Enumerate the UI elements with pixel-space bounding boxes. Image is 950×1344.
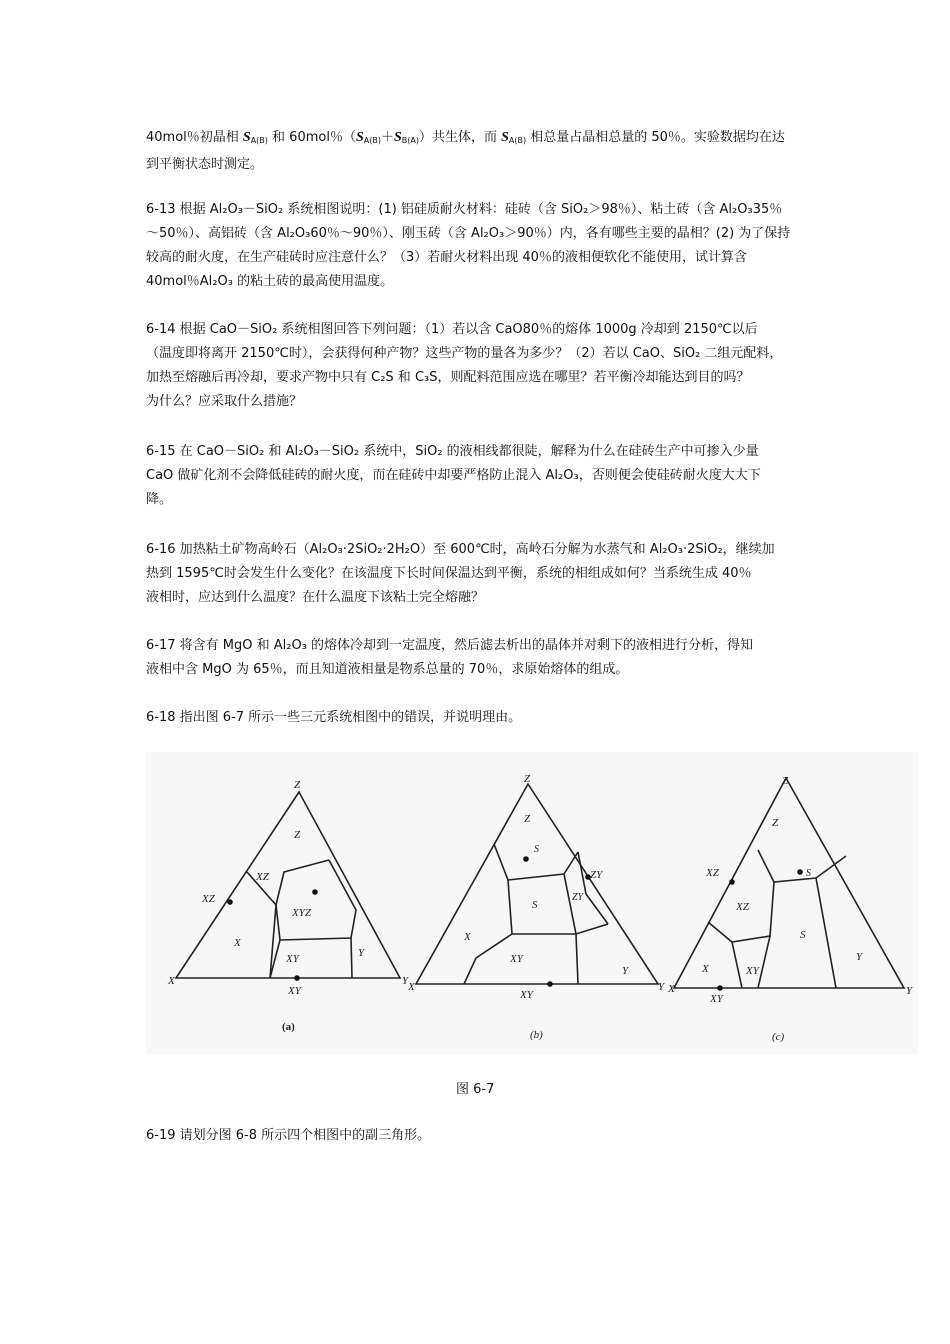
text-line: 较高的耐火度，在生产硅砖时应注意什么？（3）若耐火材料出现 40％的液相便软化不能使用，试计算含 xyxy=(146,250,747,265)
text-line: 6-14 根据 CaO－SiO₂ 系统相图回答下列问题：（1）若以含 CaO80％的熔体 1000g 冷却到 2150℃以后 xyxy=(146,322,758,337)
text-line: 降。 xyxy=(146,492,173,507)
text-line: 6-13 根据 Al₂O₃－SiO₂ 系统相图说明：(1) 铝硅质耐火材料：硅砖（含 SiO₂＞98％）、粘土砖（含 Al₂O₃35％ xyxy=(146,202,783,217)
region-label: XY xyxy=(510,953,523,965)
compound-point xyxy=(312,889,318,895)
vertex-label: X xyxy=(668,983,675,995)
diagram-label: (a) xyxy=(282,1021,295,1033)
diagram-label: (c) xyxy=(772,1031,785,1043)
diagram-c xyxy=(674,778,904,988)
text-line: 液相中含 MgO 为 65％，而且知道液相量是物系总量的 70％，求原始熔体的组成。 xyxy=(146,662,629,677)
text-line: 40mol％Al₂O₃ 的粘土砖的最高使用温度。 xyxy=(146,274,394,289)
region-label: S xyxy=(534,844,539,855)
region-label: S xyxy=(800,929,806,941)
question-6-14 xyxy=(146,318,808,414)
text-line: 热到 1595℃时会发生什么变化？在该温度下长时间保温达到平衡，系统的相组成如何？当系统生成 40％ xyxy=(146,566,752,581)
compound-point xyxy=(523,856,529,862)
text-line: 为什么？应采取什么措施？ xyxy=(146,394,303,409)
text-line: 到平衡状态时测定。 xyxy=(146,157,264,172)
text-line: ～50％）、高铝砖（含 Al₂O₃60％～90％）、刚玉砖（含 Al₂O₃＞90％）内，各有哪些主要的晶相？(2) 为了保持 xyxy=(146,226,791,241)
question-6-15 xyxy=(146,440,808,512)
compound-point xyxy=(797,869,803,875)
compound-point xyxy=(227,899,233,905)
text-line: CaO 做矿化剂不会降低硅砖的耐火度，而在硅砖中却要严格防止混入 Al₂O₃，否则便会使硅砖耐火度大大下 xyxy=(146,468,761,483)
compound-point xyxy=(547,981,553,987)
text-line: 液相时，应达到什么温度？在什么温度下该粘土完全熔融？ xyxy=(146,590,485,605)
region-label: Z xyxy=(524,813,531,825)
ternary-diagrams xyxy=(146,752,918,1054)
vertex-label: Y xyxy=(402,975,409,987)
vertex-label: Y xyxy=(906,985,913,997)
region-label: Y xyxy=(856,951,863,963)
question-6-13 xyxy=(146,198,808,294)
region-label: XY xyxy=(286,953,299,965)
text-line: 6-19 请划分图 6-8 所示四个相图中的副三角形。 xyxy=(146,1128,431,1143)
text-line: 6-18 指出图 6-7 所示一些三元系统相图中的错误，并说明理由。 xyxy=(146,710,522,725)
region-label: X xyxy=(464,931,471,943)
compound-point xyxy=(729,879,735,885)
text-line: 40mol％初晶相 $S_{A(B)}$ 和 60mol％$(S_{A(B)}+S_{B(A)})$共生体，而 $S_{A(B)}$ 相总量占晶相总量的 50％。实验数据均在达 xyxy=(146,130,785,145)
text-line: 6-17 将含有 MgO 和 Al₂O₃ 的熔体冷却到一定温度，然后滤去析出的晶体并对剩下的液相进行分析，得知 xyxy=(146,638,754,653)
compound-point xyxy=(294,975,300,981)
region-label: X xyxy=(702,963,709,975)
compound-point xyxy=(717,985,723,991)
region-label: XZ xyxy=(736,901,749,913)
region-label: Z xyxy=(294,829,301,841)
region-label: S xyxy=(532,899,538,911)
question-6-17 xyxy=(146,634,808,682)
compound-label: XY xyxy=(520,989,533,1001)
region-label: Y xyxy=(358,947,365,959)
diagram-b xyxy=(416,784,658,984)
vertex-label: Z xyxy=(294,779,301,791)
compound-label: ZY xyxy=(590,869,603,881)
vertex-label: Z xyxy=(782,775,789,787)
compound-label: XY xyxy=(710,993,723,1005)
text-line: 6-16 加热粘土矿物高岭石（Al₂O₃·2SiO₂·2H₂O）至 600℃时，高岭石分解为水蒸气和 Al₂O₃·2SiO₂，继续加 xyxy=(146,542,775,557)
compound-label: XZ xyxy=(706,867,719,879)
region-label: XZ xyxy=(256,871,269,883)
region-label: Z xyxy=(772,817,779,829)
region-label: XY xyxy=(746,965,759,977)
compound-label: XY xyxy=(288,985,301,997)
region-label: X xyxy=(234,937,241,949)
diagram-a xyxy=(176,792,400,978)
text-line: （温度即将离开 2150℃时），会获得何种产物？这些产物的量各为多少？（2）若以 CaO、SiO₂ 二组元配料， xyxy=(146,346,783,361)
vertex-label: X xyxy=(168,975,175,987)
region-label: XYZ xyxy=(292,907,311,919)
vertex-label: X xyxy=(408,981,415,993)
figure-6-7 xyxy=(146,752,918,1054)
question-6-18 xyxy=(146,706,808,730)
question-6-19 xyxy=(146,1124,808,1148)
question-6-16 xyxy=(146,538,808,610)
region-label: ZY xyxy=(572,892,584,903)
vertex-label: Z xyxy=(524,773,531,785)
diagram-label: (b) xyxy=(530,1029,543,1041)
compound-label: XZ xyxy=(202,893,215,905)
text-line: 加热至熔融后再冷却，要求产物中只有 C₂S 和 C₃S，则配料范围应选在哪里？若平衡冷却能达到目的吗？ xyxy=(146,370,750,385)
region-label: S xyxy=(806,868,811,879)
vertex-label: Y xyxy=(658,981,665,993)
figure-caption: 图 6-7 xyxy=(456,1082,495,1097)
text-line: 6-15 在 CaO－SiO₂ 和 Al₂O₃－SiO₂ 系统中，SiO₂ 的液相线都很陡，解释为什么在硅砖生产中可掺入少量 xyxy=(146,444,759,459)
region-label: Y xyxy=(622,965,629,977)
paragraph-intro xyxy=(146,126,808,177)
